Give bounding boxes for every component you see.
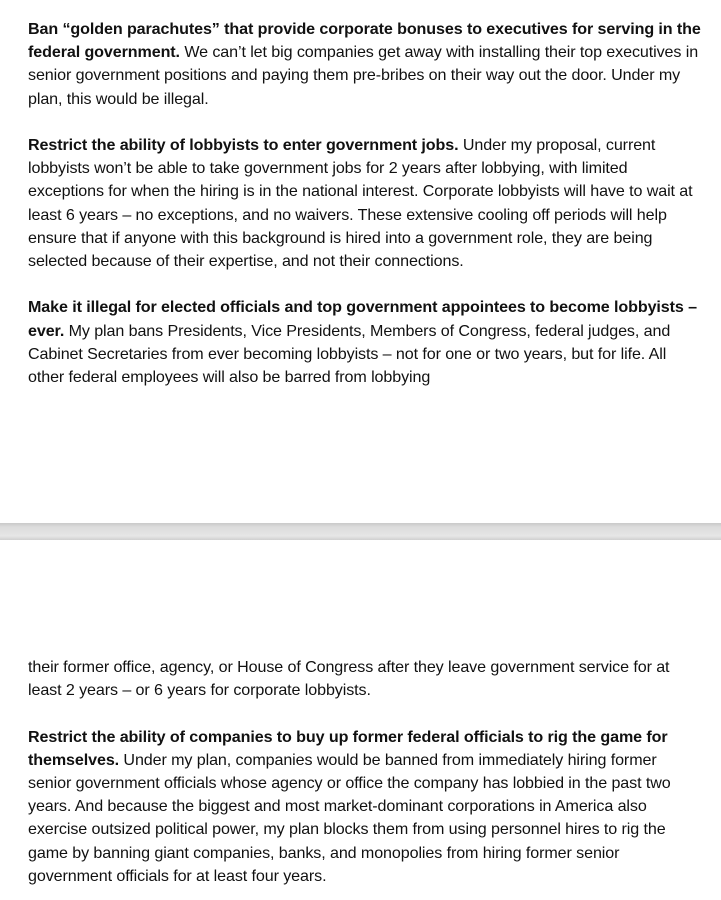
paragraph-heading: Ban “golden parachutes” that provide corporate bonuses to executives for serving in the federal government. [28, 20, 701, 62]
paragraph-body: We can’t let big companies get away with installing their top executives in senior government positions and paying them pre-bribes on their way out the door. Under my plan, this would be illegal. [28, 43, 699, 108]
paragraph-golden-parachutes [28, 18, 704, 111]
paragraph-restrict-lobbyists [28, 134, 704, 273]
page-2-text [28, 656, 704, 888]
paragraph-continuation: their former office, agency, or House of Congress after they leave government service for at least 2 years – or 6 years for corporate lobbyists. [28, 658, 670, 700]
paragraph-body: Under my proposal, current lobbyists won’t be able to take government jobs for 2 years after lobbying, with limited exceptions for when the hiring is in the national interest. Corporate lobbyists will have to wait at least 6 years – no exceptions, and no waivers. These extensive cooling off periods will help ensure that if anyone with this background is hired into a government role, they are being selected because of their expertise, and not their connections. [28, 136, 693, 271]
page-separator [0, 523, 721, 540]
page-1-text [28, 18, 704, 389]
paragraph-heading: Restrict the ability of companies to buy up former federal officials to rig the game for themselves. [28, 727, 668, 769]
paragraph-lifetime-lobbying-ban [28, 296, 704, 389]
paragraph-heading: Restrict the ability of lobbyists to enter government jobs. [28, 136, 459, 154]
paragraph-restrict-companies [28, 726, 704, 888]
paragraph-body: Under my plan, companies would be banned from immediately hiring former senior government officials whose agency or office the company has lobbied in the past two years. And because the biggest and most market-dominant corporations in America also exercise outsized political power, my plan blocks them from using personnel hires to rig the game by banning giant companies, banks, and monopolies from hiring former senior government officials for at least four years. [28, 750, 671, 885]
paragraph-heading: Make it illegal for elected officials and top government appointees to become lobbyists – ever. [28, 298, 697, 340]
paragraph-body: My plan bans Presidents, Vice Presidents, Members of Congress, federal judges, and Cabinet Secretaries from ever becoming lobbyists – not for one or two years, but for life. All other federal employees will also be barred from lobbying [28, 321, 671, 387]
document-page-2 [0, 540, 721, 900]
